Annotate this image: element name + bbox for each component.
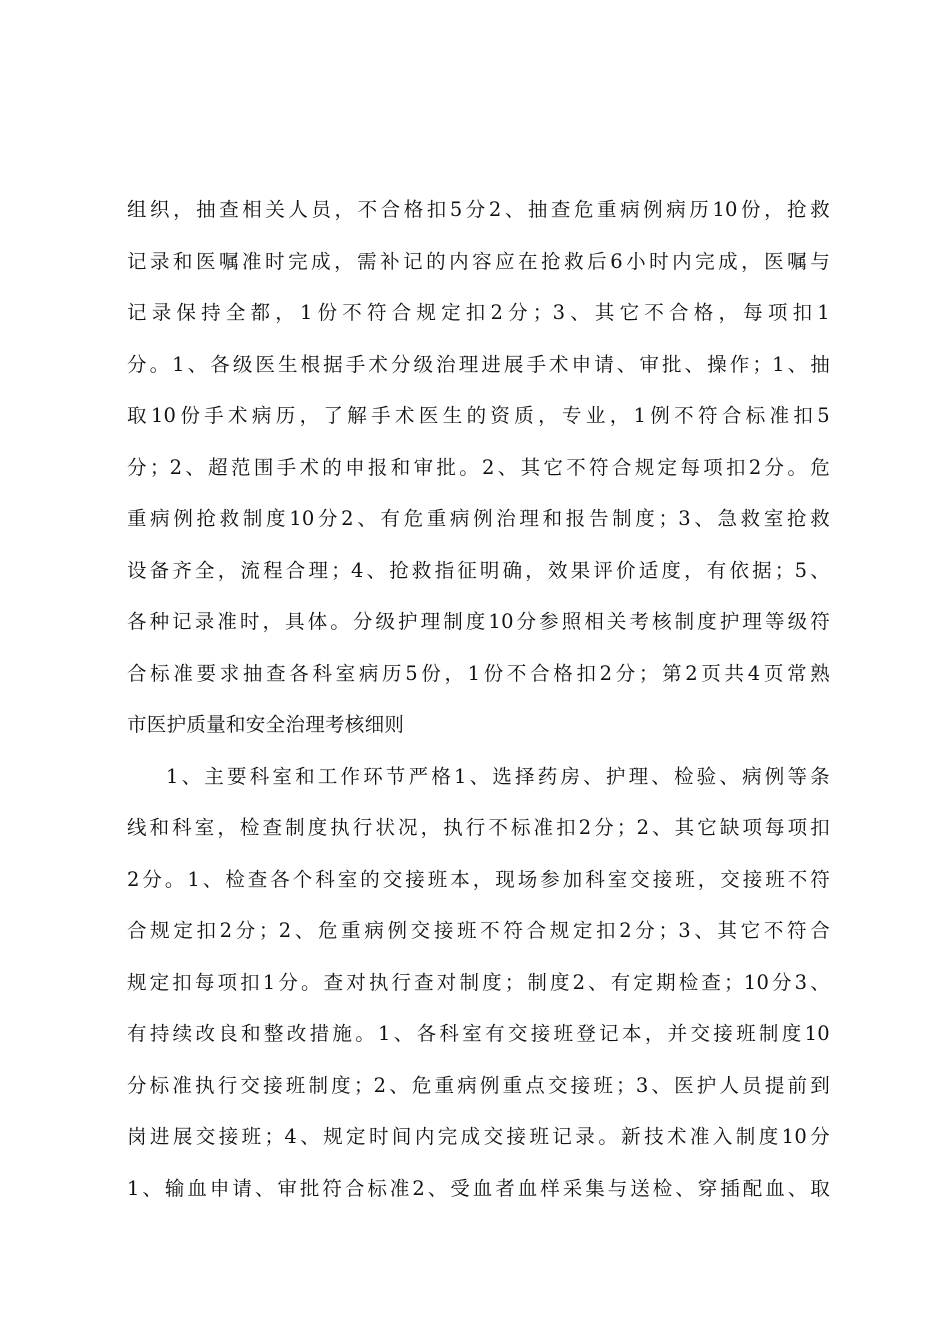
text-line: 各种记录准时，具体。分级护理制度10分参照相关考核制度护理等级符 — [127, 610, 830, 633]
text-line: 组织，抽查相关人员，不合格扣5分2、抽查危重病例病历10份，抢救 — [127, 198, 830, 221]
text-line: 设备齐全，流程合理；4、抢救指征明确，效果评价适度，有依据；5、 — [127, 558, 830, 582]
text-line: 记录保持全都，1份不符合规定扣2分；3、其它不合格，每项扣1 — [127, 301, 830, 324]
document-page — [127, 184, 830, 1214]
text-line: 记录和医嘱准时完成，需补记的内容应在抢救后6小时内完成，医嘱与 — [127, 249, 830, 273]
text-line: 有持续改良和整改措施。1、各科室有交接班登记本，并交接班制度10 — [127, 1022, 830, 1045]
text-line: 1、主要科室和工作环节严格1、选择药房、护理、检验、病例等条 — [166, 764, 830, 788]
text-line: 1、输血申请、审批符合标准2、受血者血样采集与送检、穿插配血、取 — [127, 1176, 830, 1200]
text-line: 线和科室，检查制度执行状况，执行不标准扣2分；2、其它缺项每项扣 — [127, 816, 830, 839]
text-line: 取10份手术病历，了解手术医生的资质，专业，1例不符合标准扣5 — [127, 404, 830, 427]
text-line: 合标准要求抽查各科室病历5份，1份不合格扣2分；第2页共4页常熟 — [127, 661, 830, 685]
text-line: 分。1、各级医生根据手术分级治理进展手术申请、审批、操作；1、抽 — [127, 352, 830, 376]
text-line: 分；2、超范围手术的申报和审批。2、其它不符合规定每项扣2分。危 — [127, 455, 830, 479]
text-line: 市医护质量和安全治理考核细则 — [127, 713, 405, 736]
paragraph-2 — [127, 751, 830, 1215]
text-line: 分标准执行交接班制度；2、危重病例重点交接班；3、医护人员提前到 — [127, 1073, 830, 1097]
text-line: 合规定扣2分；2、危重病例交接班不符合规定扣2分；3、其它不符合 — [127, 919, 830, 942]
paragraph-1 — [127, 184, 830, 751]
text-line: 2分。1、检查各个科室的交接班本，现场参加科室交接班，交接班不符 — [127, 867, 830, 891]
text-line: 规定扣每项扣1分。查对执行查对制度；制度2、有定期检查；10分3、 — [127, 970, 830, 994]
text-line: 岗进展交接班；4、规定时间内完成交接班记录。新技术准入制度10分 — [127, 1125, 830, 1148]
text-line: 重病例抢救制度10分2、有危重病例治理和报告制度；3、急救室抢救 — [127, 507, 830, 530]
